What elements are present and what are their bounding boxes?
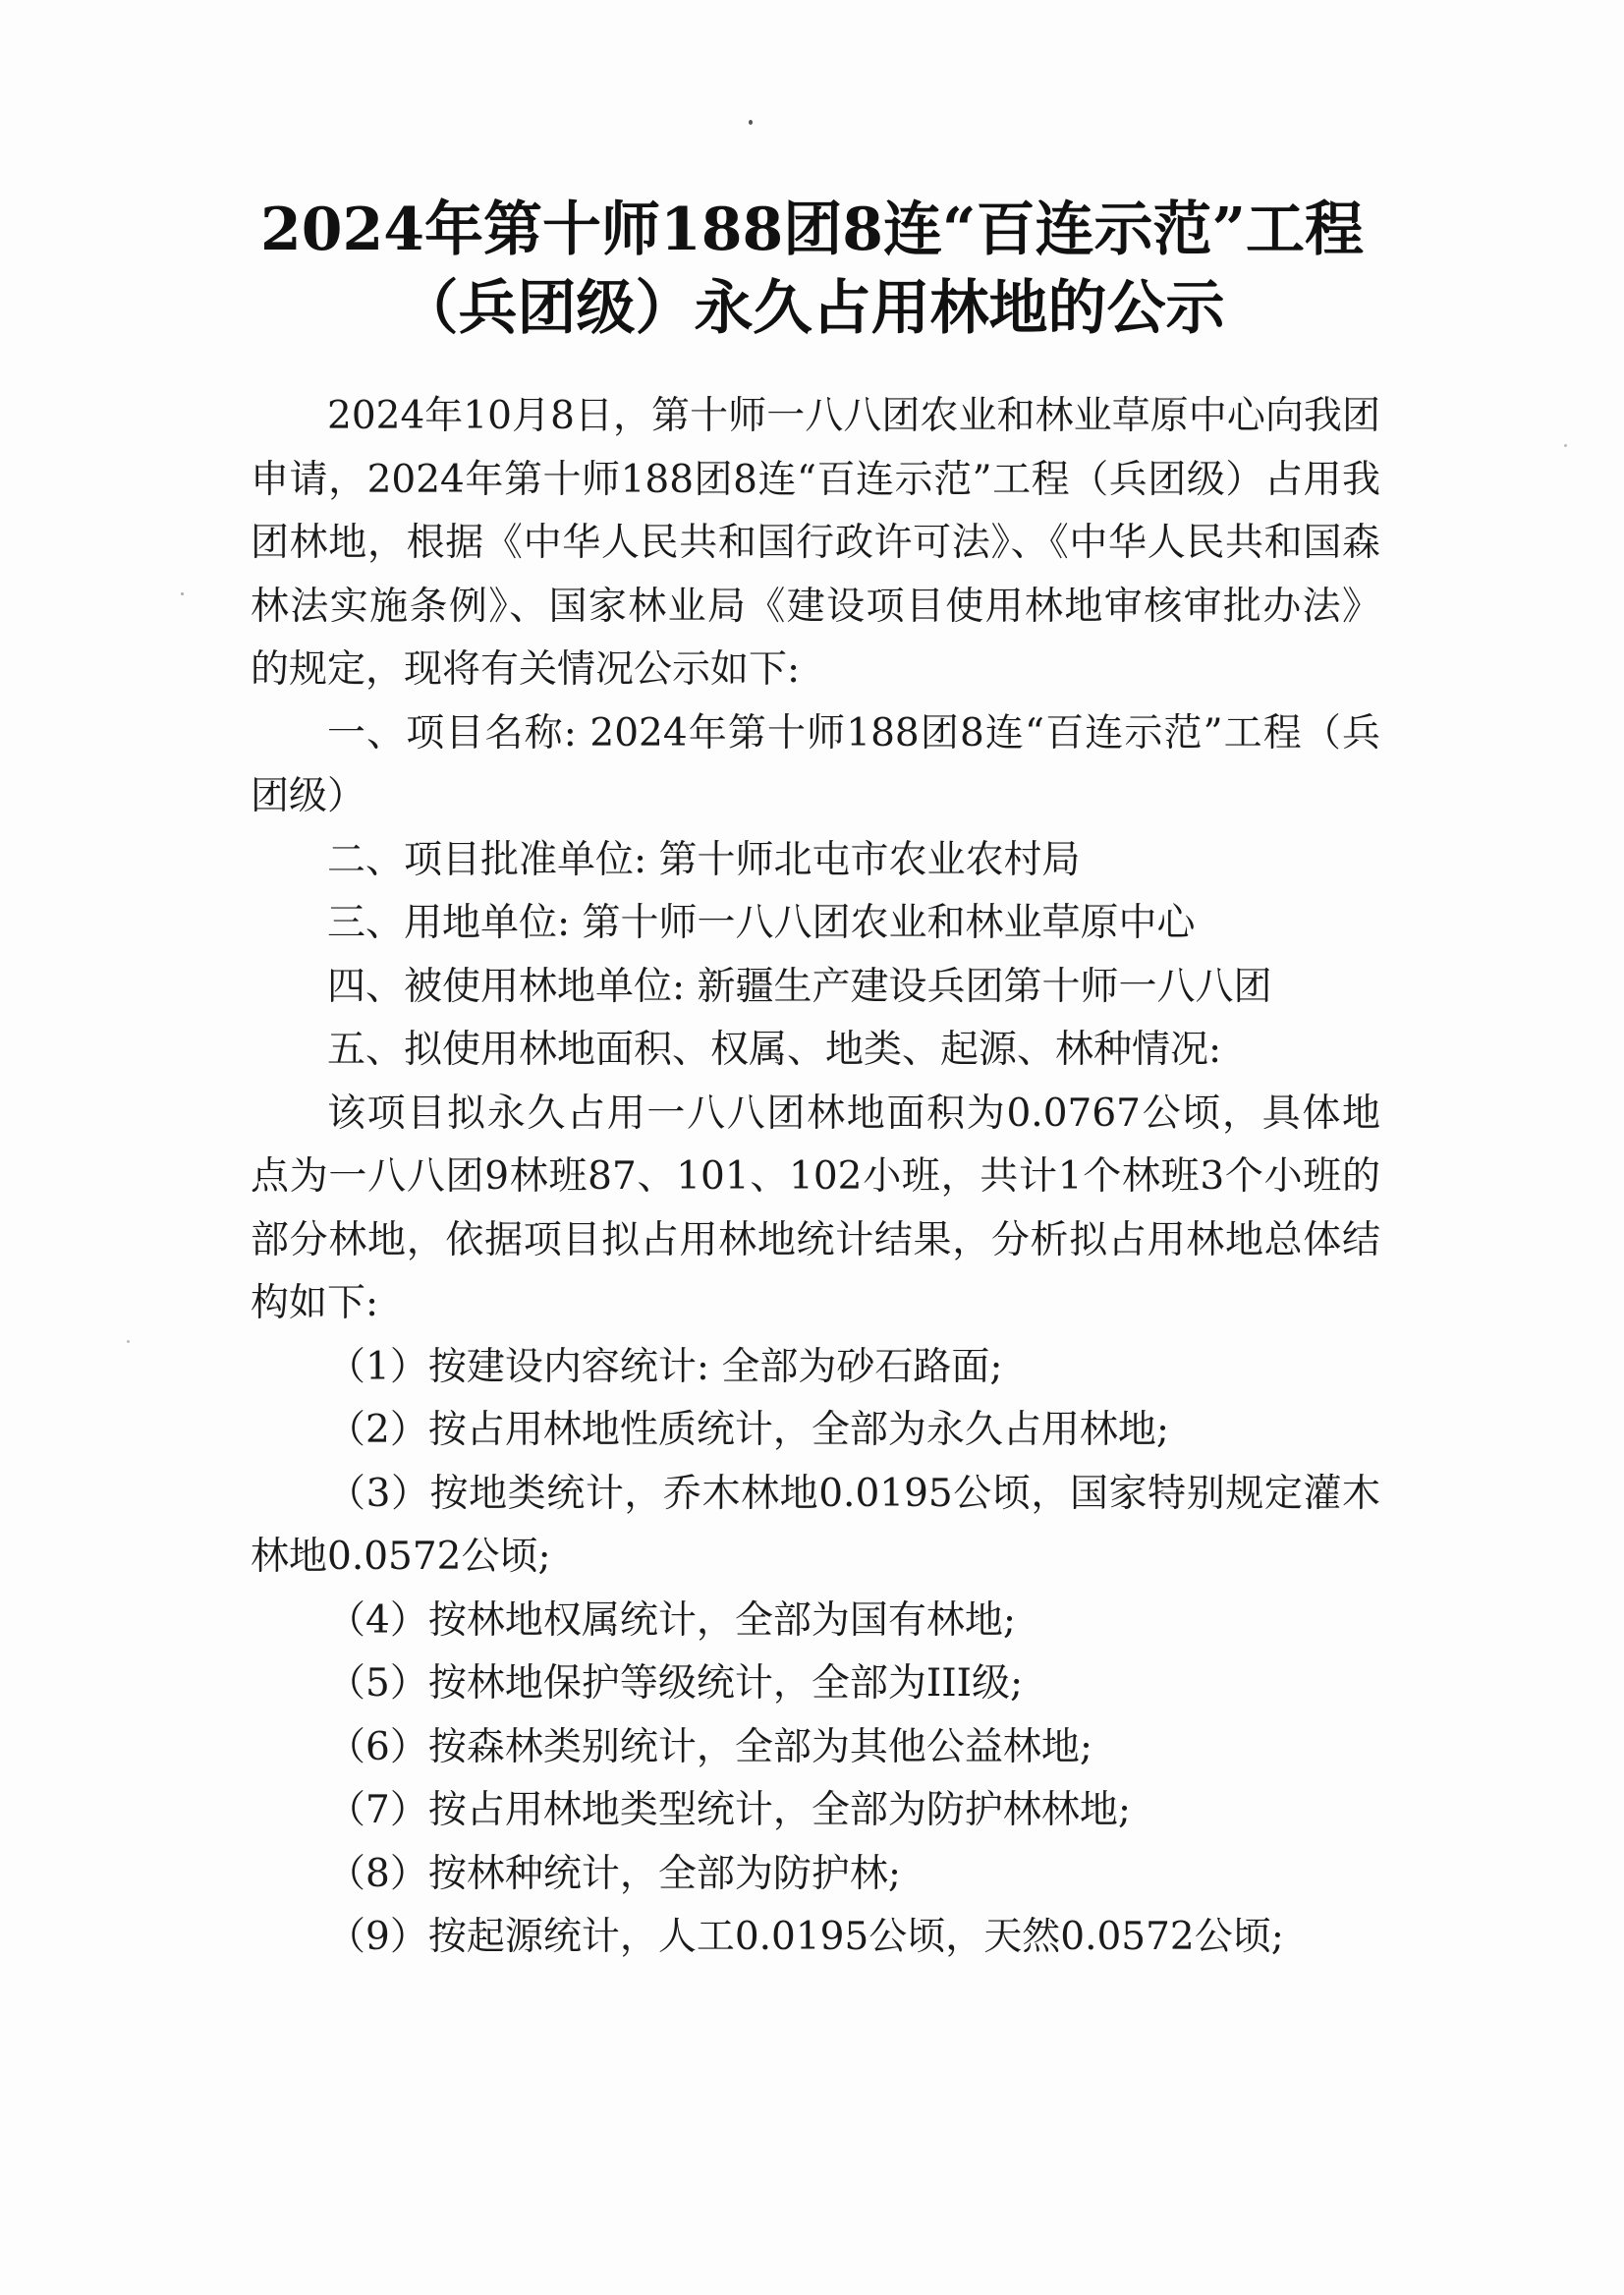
stat-item-9: （9）按起源统计，人工0.0195公顷，天然0.0572公顷; — [327, 1915, 1284, 1959]
stat-item-5: （5）按林地保护等级统计，全部为III级; — [327, 1661, 1024, 1706]
stat-item-8: （8）按林种统计，全部为防护林; — [327, 1851, 901, 1896]
scan-speck — [127, 1340, 130, 1343]
document-title-line-2: （兵团级）永久占用林地的公示 — [399, 274, 1225, 343]
item-land-user: 三、用地单位: 第十师一八八团农业和林业草原中心 — [327, 901, 1196, 945]
item-forest-situation-heading: 五、拟使用林地面积、权属、地类、起源、林种情况: — [327, 1028, 1222, 1072]
scan-speck — [749, 120, 753, 125]
scan-speck — [181, 592, 184, 595]
item-forest-owner: 四、被使用林地单位: 新疆生产建设兵团第十师一八八团 — [327, 964, 1272, 1009]
stat-item-1: （1）按建设内容统计: 全部为砂石路面; — [327, 1344, 1003, 1389]
stat-item-6: （6）按森林类别统计，全部为其他公益林地; — [327, 1724, 1092, 1769]
intro-paragraph: 2024年10月8日，第十师一八八团农业和林业草原中心向我团申请，2024年第十师188团8连“百连示范”工程（兵团级）占用我团林地，根据《中华人民共和国行政许可法》、《中华人民共和国森林法实施条例》、国家林业局《建设项目使用林地审核审批办法》的规定，现将有关情况公示如下: — [251, 394, 1380, 692]
stat-item-4: （4）按林地权属统计，全部为国有林地; — [327, 1597, 1016, 1643]
item-approval-unit: 二、项目批准单位: 第十师北屯市农业农村局 — [327, 837, 1081, 882]
forest-area-paragraph: 该项目拟永久占用一八八团林地面积为0.0767公顷，具体地点为一八八团9林班87、101、102小班，共计1个林班3个小班的部分林地，依据项目拟占用林地统计结果，分析拟占用林地总体结构如下: — [251, 1091, 1380, 1325]
stat-item-7: （7）按占用林地类型统计，全部为防护林林地; — [327, 1788, 1131, 1832]
stat-item-3: （3）按地类统计，乔木林地0.0195公顷，国家特别规定灌木林地0.0572公顷; — [251, 1471, 1380, 1579]
document-title-line-1: 2024年第十师188团8连“百连示范”工程 — [259, 196, 1364, 264]
stat-item-2: （2）按占用林地性质统计，全部为永久占用林地; — [327, 1408, 1169, 1452]
item-project-name: 一、项目名称: 2024年第十师188团8连“百连示范”工程（兵团级） — [251, 710, 1380, 818]
scan-speck — [1564, 444, 1567, 447]
document-body — [251, 385, 1380, 1970]
